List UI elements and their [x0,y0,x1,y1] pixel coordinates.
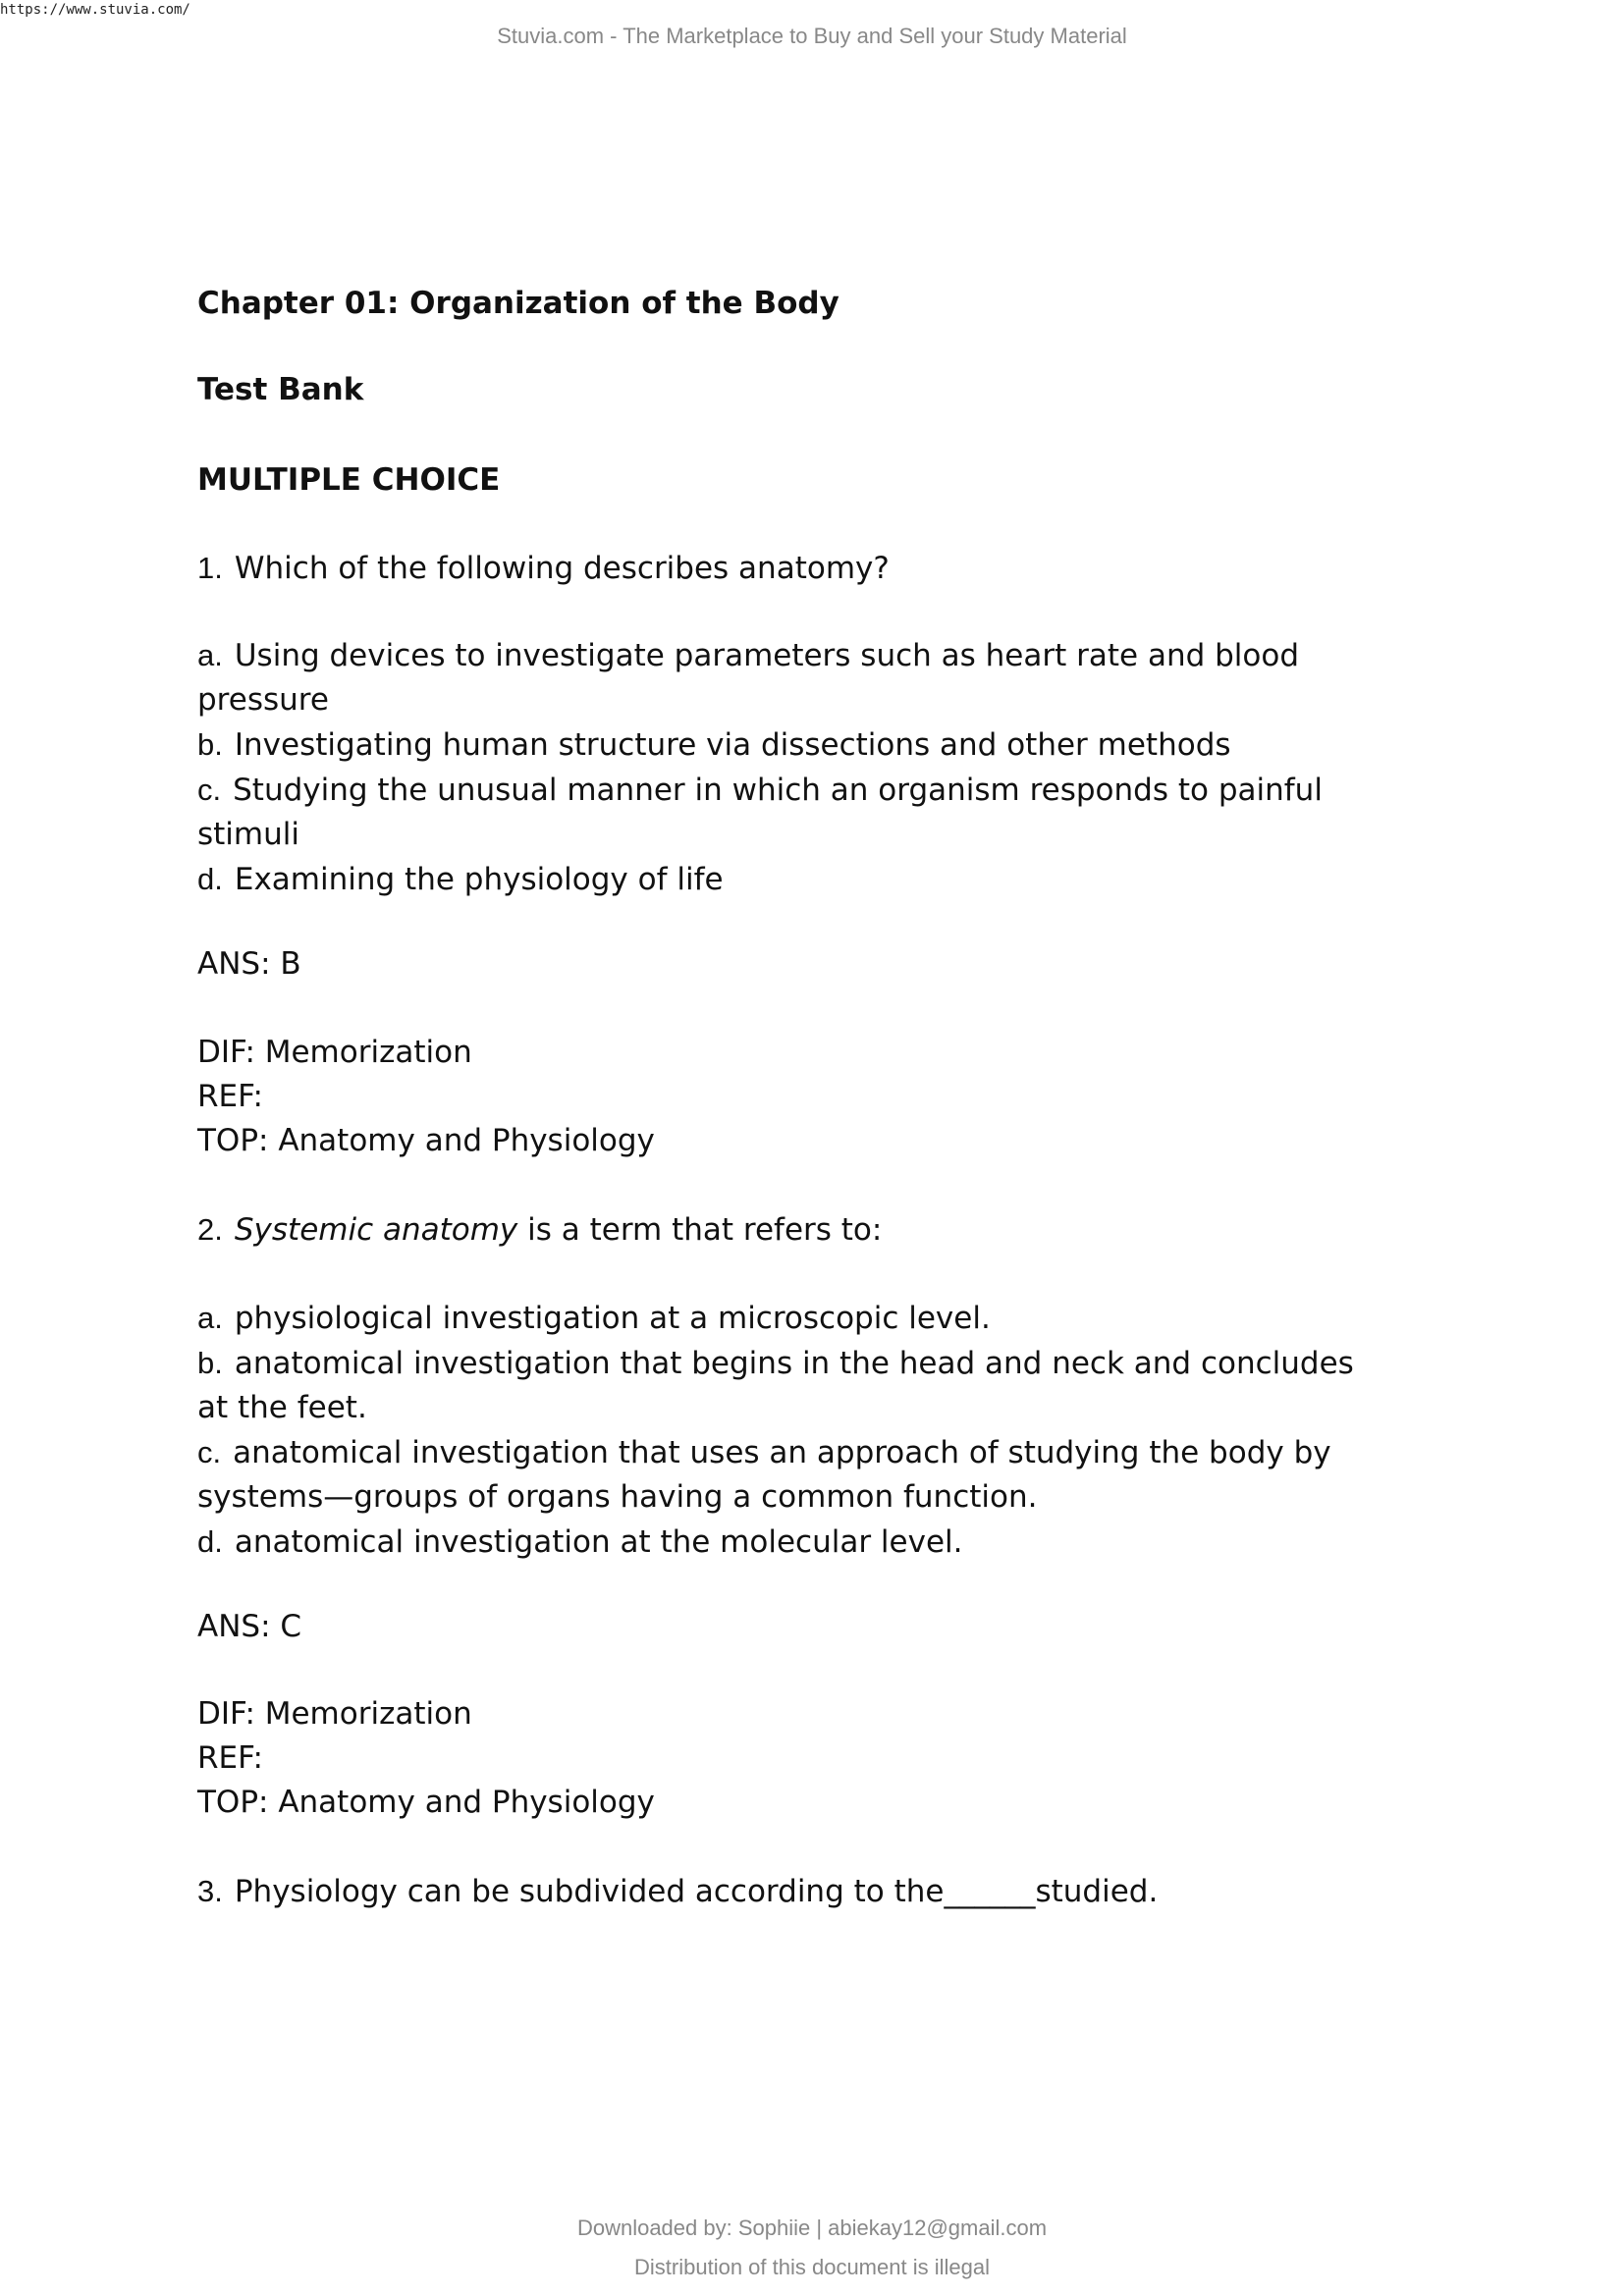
header-tagline: Stuvia.com - The Marketplace to Buy and Sell your Study Material [497,24,1127,48]
option-d [197,857,1323,902]
question-1-options [197,633,1323,902]
option-label: d. [197,862,223,896]
question-number: 3. [197,1874,223,1908]
option-text: pressure [197,682,329,718]
question-number: 2. [197,1212,223,1247]
answer-1: ANS: B [197,946,301,982]
footer-downloaded-by: Downloaded by: Sophiie | abiekay12@gmail.com [576,2216,1048,2240]
option-label: c. [197,1435,222,1469]
question-2-options [197,1296,1354,1565]
question-stem-italic: Systemic anatomy [234,1212,518,1248]
option-text: Examining the physiology of life [234,862,724,897]
meta-2 [197,1692,655,1825]
question-1 [197,546,890,591]
subtitle: Test Bank [197,372,364,407]
source-url: https://www.stuvia.com/ [0,2,190,18]
option-c [197,768,1323,857]
meta-1 [197,1031,655,1163]
difficulty: DIF: Memorization [197,1696,472,1732]
reference: REF: [197,1740,263,1776]
option-label: a. [197,638,223,672]
question-stem: is a term that refers to: [517,1212,883,1248]
option-a [197,1296,1354,1341]
option-text: anatomical investigation that begins in the head and neck and concludes [234,1346,1354,1381]
option-text: Using devices to investigate parameters such as heart rate and blood [234,638,1300,673]
footer-notice: Distribution of this document is illegal [634,2255,990,2279]
option-text: Investigating human structure via dissections and other methods [234,727,1231,763]
option-d [197,1520,1354,1565]
topic: TOP: Anatomy and Physiology [197,1785,655,1820]
option-text: at the feet. [197,1390,367,1425]
option-label: a. [197,1301,223,1335]
difficulty: DIF: Memorization [197,1035,472,1070]
answer-2: ANS: C [197,1609,302,1644]
question-stem: Physiology can be subdivided according to the______studied. [234,1874,1159,1909]
option-text: stimuli [197,817,299,852]
option-label: c. [197,773,222,807]
option-label: b. [197,1346,223,1380]
question-3 [197,1869,1158,1914]
option-b [197,722,1323,768]
option-text: Studying the unusual manner in which an organism responds to painful [233,773,1323,808]
chapter-title: Chapter 01: Organization of the Body [197,286,839,321]
option-text: anatomical investigation that uses an approach of studying the body by [233,1435,1331,1470]
option-text: systems—groups of organs having a common function. [197,1479,1038,1515]
topic: TOP: Anatomy and Physiology [197,1123,655,1158]
section-heading: MULTIPLE CHOICE [197,462,501,498]
option-b [197,1341,1354,1430]
question-2 [197,1207,882,1253]
reference: REF: [197,1079,263,1114]
option-label: d. [197,1524,223,1559]
option-a [197,633,1323,722]
option-text: anatomical investigation at the molecular level. [234,1524,963,1560]
question-number: 1. [197,551,223,585]
question-stem: Which of the following describes anatomy? [234,551,890,586]
option-label: b. [197,727,223,762]
option-text: physiological investigation at a microscopic level. [234,1301,991,1336]
option-c [197,1430,1354,1520]
